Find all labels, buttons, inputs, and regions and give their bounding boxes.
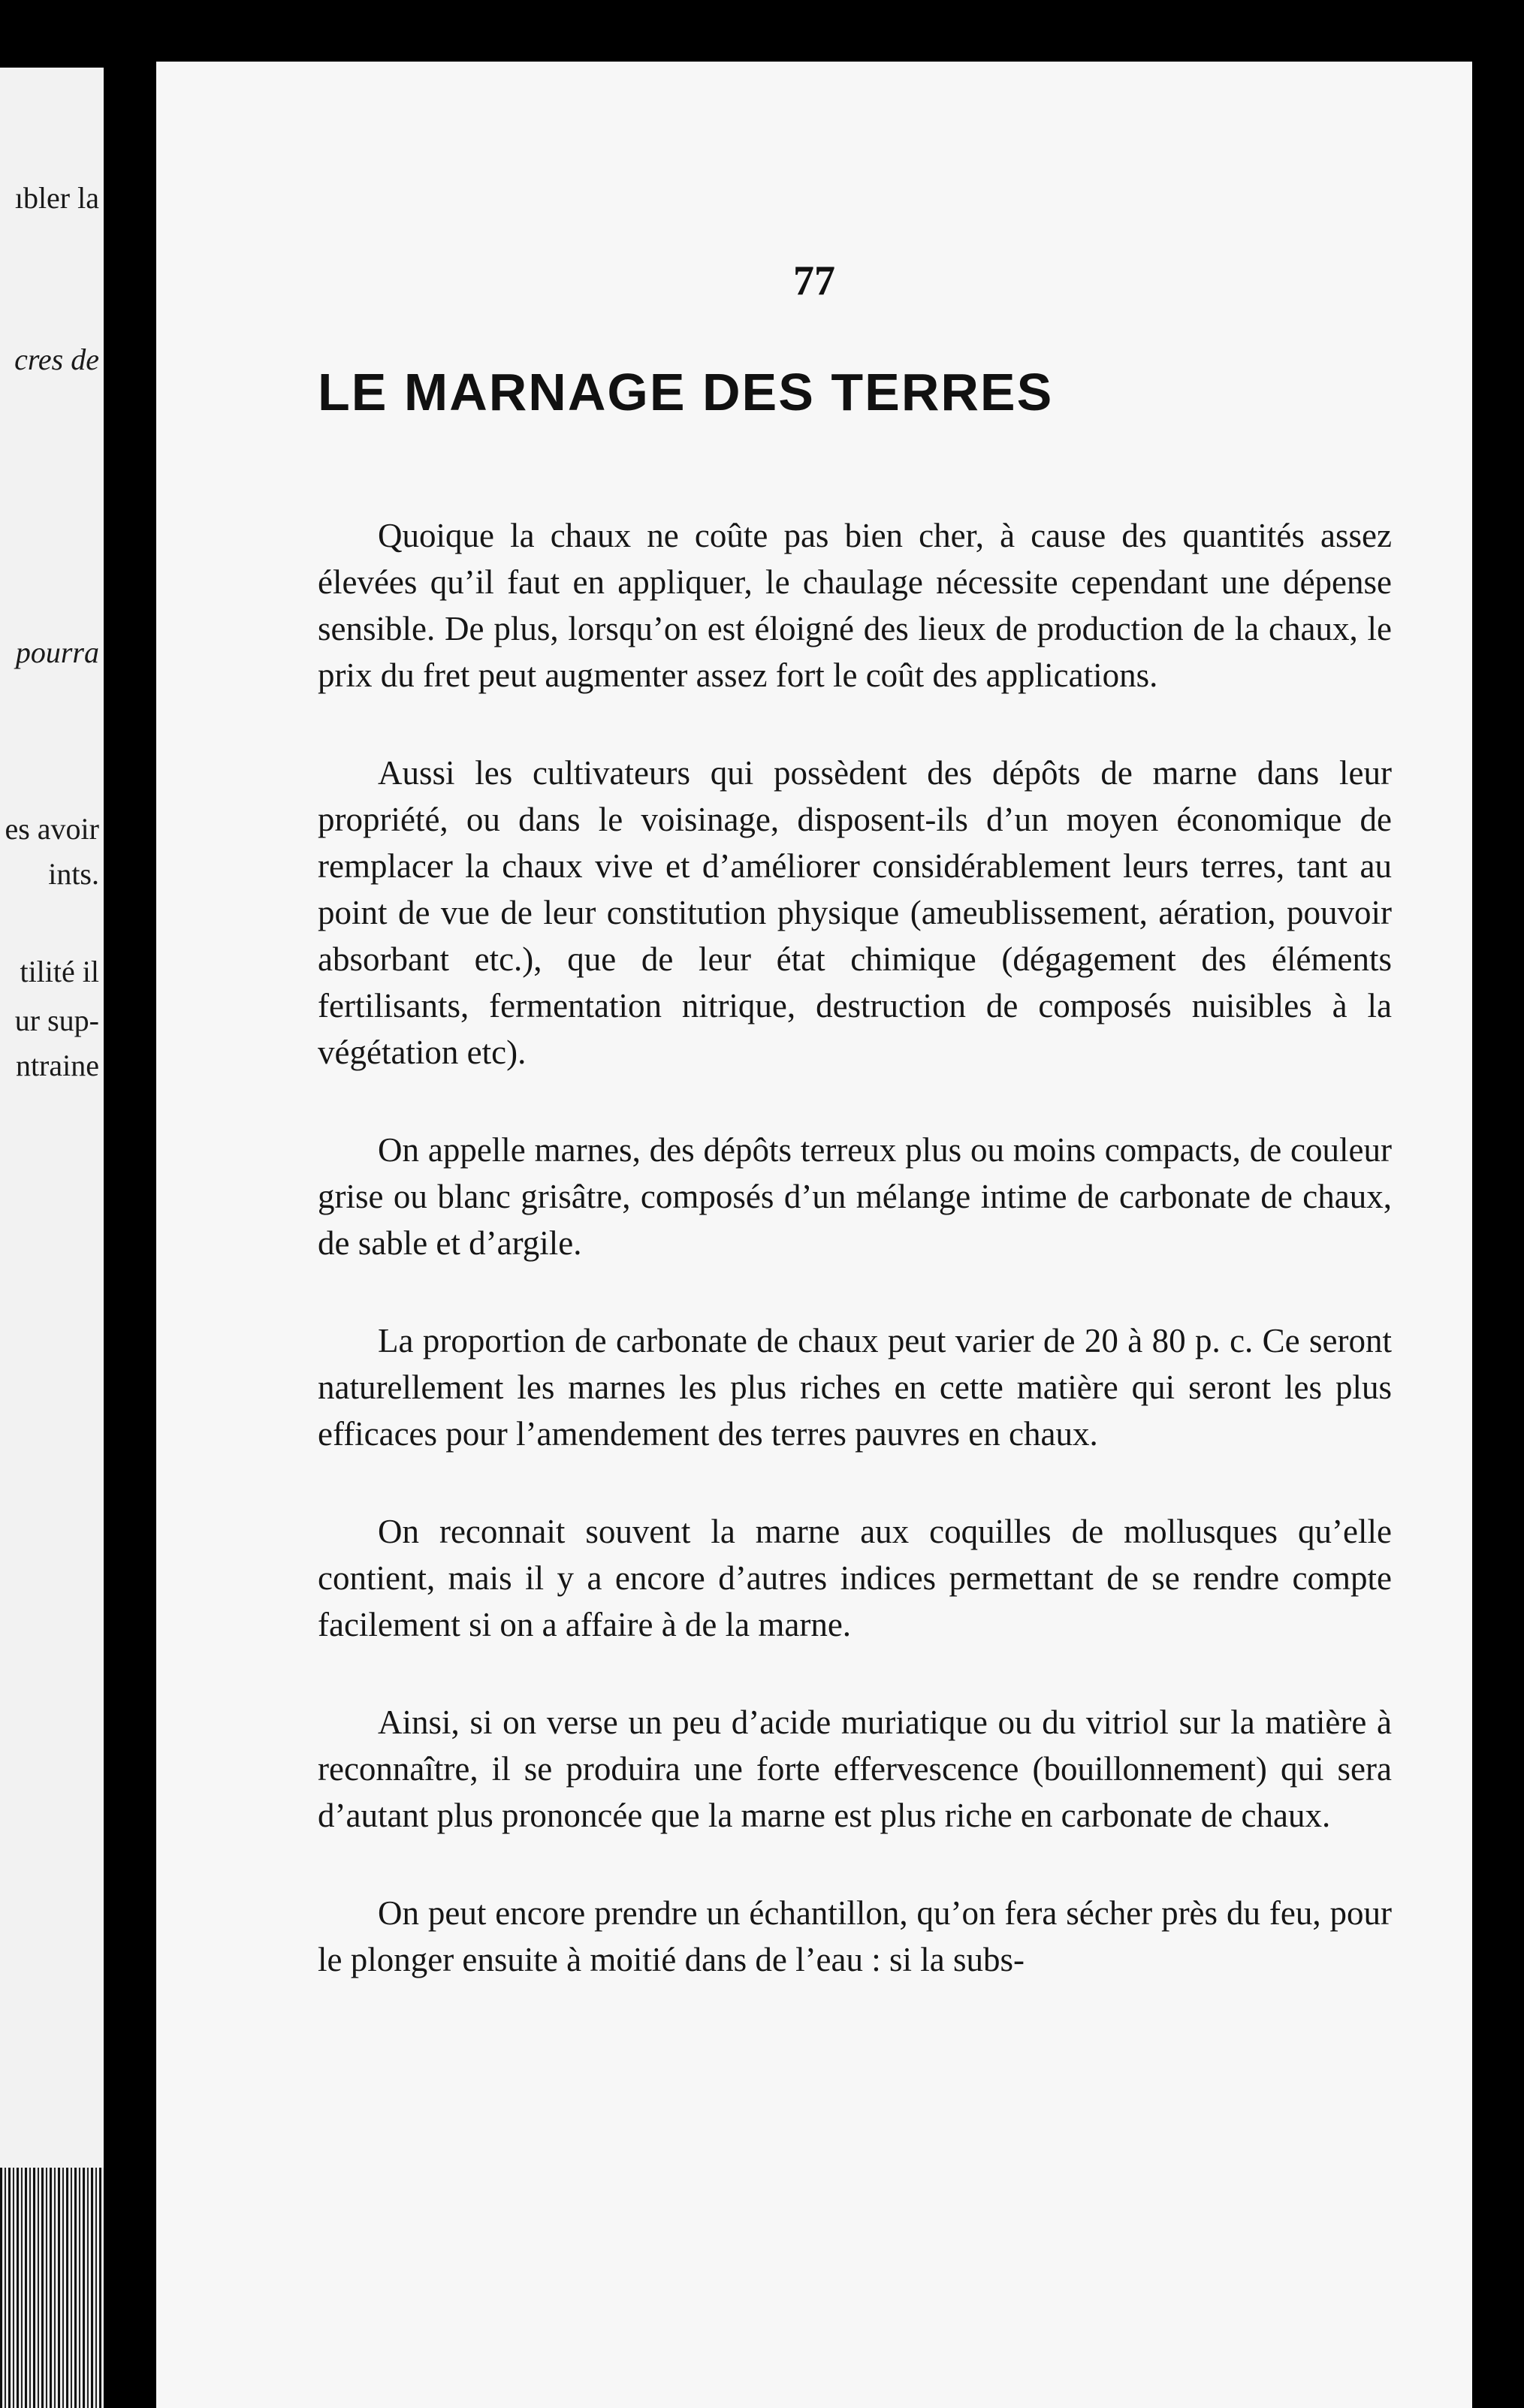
paragraph: Quoique la chaux ne coûte pas bien cher, à cause des quantités assez élevées qu’il faut en appliquer, le chaulage nécessite cependant une dépense sensible. De plus, lorsqu’on est éloigné des lieux de production de la chaux, le prix du fret peut augmenter assez fort le coût des applications. — [318, 517, 1392, 694]
paragraph: Aussi les cultivateurs qui possèdent des dépôts de marne dans leur propriété, ou dans le voisinage, disposent-ils d’un moyen économique de remplacer la chaux vive et d’améliorer considérablement leurs terres, tant au point de vue de leur constitution physique (ameublissement, aération, pouvoir absorbant etc.), que de leur état chimique (dégagement des éléments fertilisants, fermentation nitrique, destruction de composés nuisibles à la végétation etc). — [318, 754, 1392, 1071]
paragraph: Ainsi, si on verse un peu d’acide muriatique ou du vitriol sur la matière à reconnaître, il se produira une forte effervescence (bouillonnement) qui sera d’autant plus prononcée que la marne est plus riche en carbonate de chaux. — [318, 1703, 1392, 1834]
paragraph: On appelle marnes, des dépôts terreux plus ou moins compacts, de couleur grise ou blanc grisâtre, composés d’un mélange intime de carbonate de chaux, de sable et d’argile. — [318, 1131, 1392, 1262]
paragraph: On reconnait souvent la marne aux coquilles de mollusques qu’elle contient, mais il y a encore d’autres indices permettant de se rendre compte facilement si on a affaire à de la marne. — [318, 1513, 1392, 1643]
left-fragment-line: ntraine — [15, 1049, 99, 1082]
paragraph: On peut encore prendre un échantillon, qu’on fera sécher près du feu, pour le plonger ensuite à moitié dans de l’eau : si la subs- — [318, 1894, 1392, 1978]
body-text — [318, 512, 1392, 1983]
page-number: 77 — [793, 258, 835, 304]
left-fragment-line: ints. — [48, 857, 99, 891]
left-page-fragment — [0, 68, 104, 2408]
left-fragment-line: cres de — [14, 342, 99, 376]
book-gutter — [104, 0, 156, 2408]
chapter-title: LE MARNAGE DES TERRES — [318, 363, 1054, 421]
left-fragment-line: tilité il — [20, 955, 99, 988]
left-fragment-line: ur sup- — [14, 1003, 99, 1037]
left-fragment-line: pourra — [15, 635, 99, 669]
page-edge-texture — [0, 2168, 104, 2408]
paragraph: La proportion de carbonate de chaux peut varier de 20 à 80 p. c. Ce seront naturellement les marnes les plus riches en cette matière qui seront les plus efficaces pour l’amendement des terres pauvres en chaux. — [318, 1322, 1392, 1453]
left-fragment-line: es avoir — [5, 812, 99, 846]
left-fragment-line: ıbler la — [14, 181, 99, 215]
main-page — [156, 62, 1472, 2408]
